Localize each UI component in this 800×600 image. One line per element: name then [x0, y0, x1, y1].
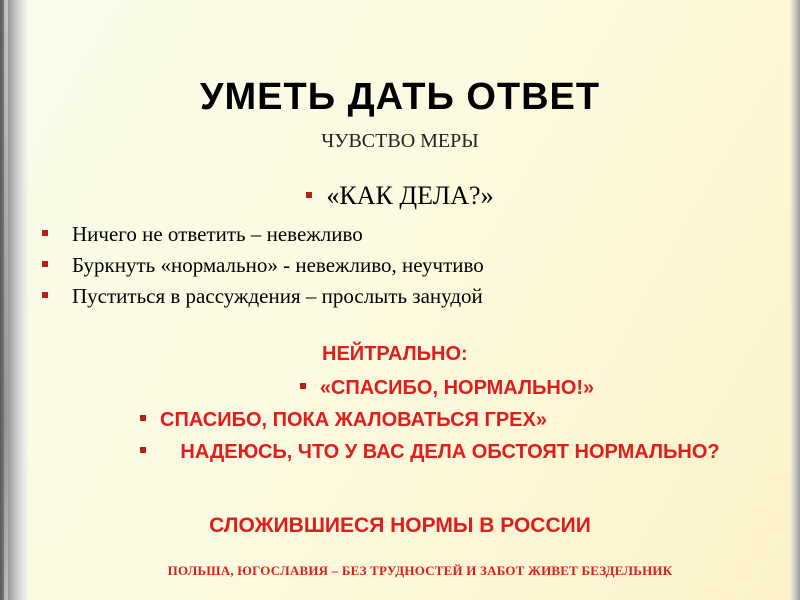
- list-item: [42, 281, 762, 312]
- question-text: «КАК ДЕЛА?»: [326, 181, 494, 210]
- square-bullet-icon: [306, 192, 312, 198]
- list-item: [42, 250, 762, 281]
- neutral-answers-list: [140, 372, 740, 467]
- neutral-heading: НЕЙТРАЛЬНО:: [322, 343, 468, 365]
- list-item: [140, 404, 740, 436]
- list-item: [140, 436, 740, 467]
- square-bullet-icon: [140, 447, 146, 453]
- question-item: [0, 181, 800, 211]
- square-bullet-icon: [42, 261, 48, 267]
- neutral-answer-text: СПАСИБО, ПОКА ЖАЛОВАТЬСЯ ГРЕХ»: [160, 409, 547, 431]
- neutral-answer-text: «СПАСИБО, НОРМАЛЬНО!»: [319, 377, 595, 399]
- list-item: [140, 372, 740, 404]
- answer-text: Буркнуть «нормально» - невежливо, неучтиво: [72, 253, 484, 277]
- square-bullet-icon: [140, 415, 146, 421]
- answers-list: [42, 219, 762, 312]
- slide-subtitle: ЧУВСТВО МЕРЫ: [321, 130, 479, 152]
- answer-text: Пуститься в рассуждения – прослыть занудой: [72, 284, 483, 308]
- square-bullet-icon: [42, 292, 48, 298]
- proverb-text: ПОЛЬША, ЮГОСЛАВИЯ – БЕЗ ТРУДНОСТЕЙ И ЗАБОТ ЖИВЕТ БЕЗДЕЛЬНИК: [167, 563, 673, 578]
- square-bullet-icon: [300, 383, 306, 389]
- list-item: [42, 219, 762, 250]
- norms-heading: СЛОЖИВШИЕСЯ НОРМЫ В РОССИИ: [209, 514, 591, 537]
- answer-text: Ничего не ответить – невежливо: [72, 222, 363, 246]
- square-bullet-icon: [42, 230, 48, 236]
- slide-title: УМЕТЬ ДАТЬ ОТВЕТ: [199, 76, 601, 118]
- neutral-answer-text: НАДЕЮСЬ, ЧТО У ВАС ДЕЛА ОБСТОЯТ НОРМАЛЬНО?: [180, 441, 720, 463]
